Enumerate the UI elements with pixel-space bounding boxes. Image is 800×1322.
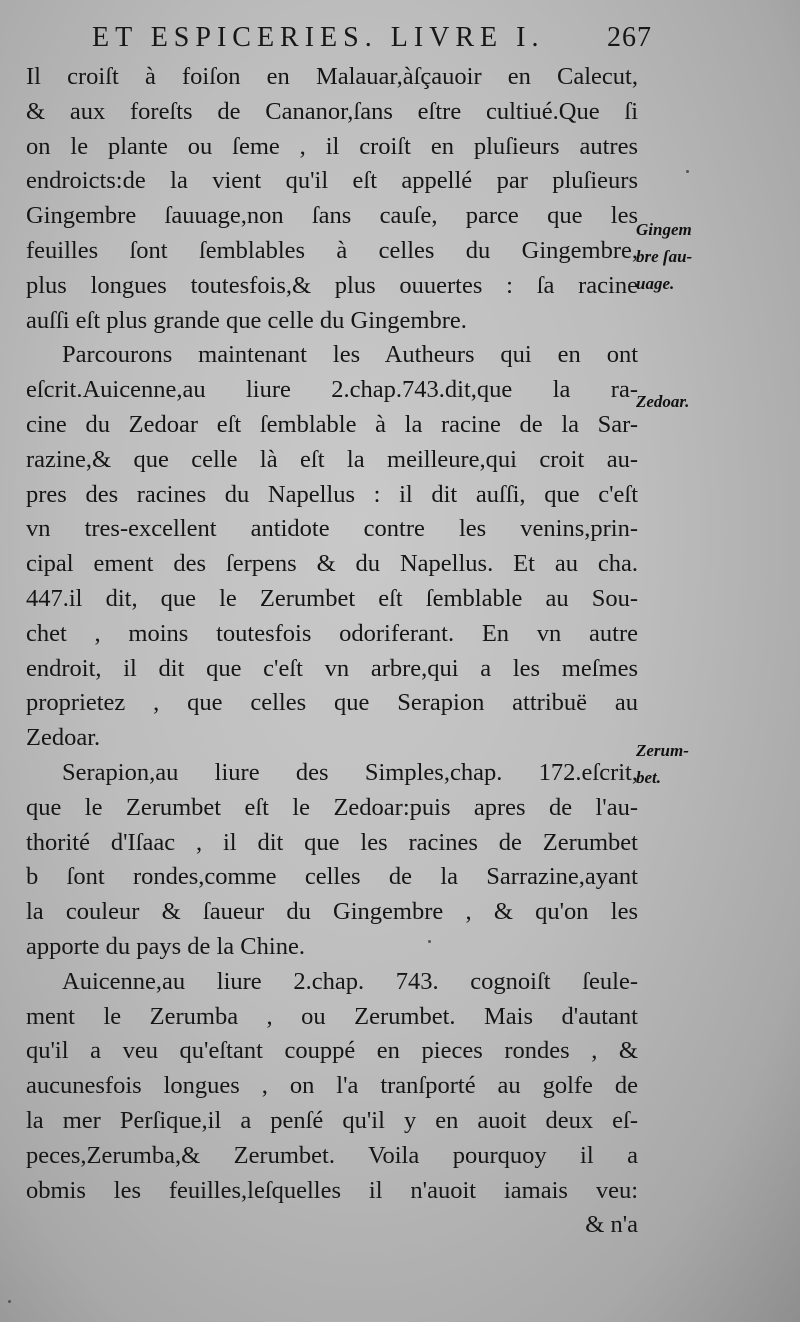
paper-speck [428,940,431,943]
text-line: vn tres-excellent antidote contre les venins,prin- [26,515,638,543]
margin-note-line: bet. [636,768,662,787]
text-line: ment le Zerumba , ou Zerumbet. Mais d'autant [26,1002,638,1030]
text-line: cine du Zedoar eſt ſemblable à la racine de la Sar- [26,410,638,438]
text-line: cipal ement des ſerpens & du Napellus. Et au cha. [26,550,638,578]
body-text [26,60,638,1243]
text-line: Il croiſt à foiſon en Malauar,àſçauoir en Calecut, [26,63,638,90]
text-line: endroit, il dit que c'eſt vn arbre,qui a les meſmes [26,654,638,682]
margin-note-gingembre [636,216,692,297]
margin-note-zedoar [636,388,689,415]
catchword: & n'a [585,1211,638,1239]
text-line: apporte du pays de la Chine. [26,932,305,960]
paper-speck [686,170,689,173]
text-line: Auicenne,au liure 2.chap. 743. cognoiſt ſeule- [62,967,638,995]
text-line: la couleur & ſaueur du Gingembre , & qu'on les [26,898,638,926]
text-line: endroicts:de la vient qu'il eſt appellé par pluſieurs [26,167,638,195]
margin-note-zerumbet [636,737,689,791]
text-line: peces,Zerumba,& Zerumbet. Voila pourquoy il a [26,1141,638,1169]
margin-note-line: uage. [636,274,675,293]
text-line: b ſont rondes,comme celles de la Sarrazine,ayant [26,863,638,891]
text-line: que le Zerumbet eſt le Zedoar:puis apres de l'au- [26,793,638,821]
text-line: auſſi eſt plus grande que celle du Gingembre. [26,306,467,334]
text-line: feuilles ſont ſemblables à celles du Gingembre, [26,236,638,264]
text-line: razine,& que celle là eſt la meilleure,qui croit au- [26,445,638,473]
text-line: chet , moins toutesfois odoriferant. En vn autre [26,619,638,647]
page-header [92,22,652,62]
page-number: 267 [607,22,652,53]
text-line: Parcourons maintenant les Autheurs qui en ont [62,341,638,369]
text-line: proprietez , que celles que Serapion attribuë au [26,689,638,717]
text-line: & aux foreſts de Cananor,ſans eſtre cultiué.Que ſi [26,97,638,125]
text-line: Serapion,au liure des Simples,chap. 172.eſcrit, [62,758,638,786]
text-line: 447.il dit, que le Zerumbet eſt ſemblable au Sou- [26,584,638,612]
margin-note-line: bre ſau- [636,247,693,266]
text-line: on le plante ou ſeme , il croiſt en pluſieurs autres [26,132,638,160]
text-line: la mer Perſique,il a penſé qu'il y en auoit deux eſ- [26,1106,638,1134]
text-line: aucunesfois longues , on l'a tranſporté au golfe de [26,1072,638,1100]
paper-speck [8,1300,11,1303]
margin-note-line: Zerum- [636,741,689,760]
text-line: pres des racines du Napellus : il dit auſſi, que c'eſt [26,480,638,508]
text-line: thorité d'Iſaac , il dit que les racines de Zerumbet [26,828,638,856]
margin-note-line: Zedoar. [636,392,690,411]
text-line: plus longues toutesfois,& plus ouuertes : ſa racine [26,271,638,299]
margin-note-line: Gingem [636,220,692,239]
text-line: qu'il a veu qu'eſtant couppé en pieces rondes , & [26,1037,638,1065]
text-line: Zedoar. [26,724,101,752]
text-line: eſcrit.Auicenne,au liure 2.chap.743.dit,que la ra- [26,376,638,404]
text-line: Gingembre ſauuage,non ſans cauſe, parce que les [26,202,638,230]
running-title: ET ESPICERIES. LIVRE I. [92,22,545,53]
text-line: obmis les feuilles,leſquelles il n'auoit iamais veu: [26,1176,638,1204]
